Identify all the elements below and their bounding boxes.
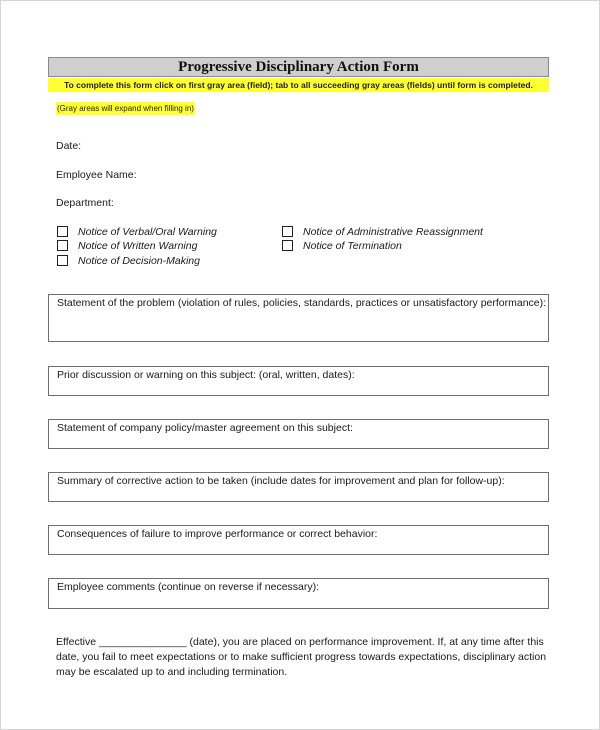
- section-label: Statement of company policy/master agreement on this subject:: [57, 422, 353, 434]
- notice-termination-option[interactable]: [282, 239, 402, 252]
- notice-administrative-reassignment-option[interactable]: [282, 225, 483, 238]
- date-field-label[interactable]: Date:: [56, 140, 82, 152]
- employee-comments-field[interactable]: [48, 578, 549, 609]
- instructions-banner: To complete this form click on first gray area (field); tab to all succeeding gray areas (fields) until form is completed.: [48, 78, 549, 92]
- notice-written-warning-option[interactable]: [57, 239, 197, 252]
- section-label: Employee comments (continue on reverse if necessary):: [57, 581, 320, 593]
- notice-label: Notice of Administrative Reassignment: [303, 225, 483, 238]
- consequences-field[interactable]: [48, 525, 549, 555]
- department-field-label[interactable]: Department:: [56, 197, 114, 209]
- checkbox[interactable]: [282, 240, 293, 251]
- checkbox[interactable]: [57, 240, 68, 251]
- checkbox[interactable]: [57, 226, 68, 237]
- notice-label: Notice of Verbal/Oral Warning: [78, 225, 217, 238]
- problem-statement-field[interactable]: [48, 294, 549, 342]
- section-label: Consequences of failure to improve performance or correct behavior:: [57, 528, 378, 540]
- notice-label: Notice of Written Warning: [78, 239, 198, 252]
- section-label: Statement of the problem (violation of rules, policies, standards, practices or unsatisfactory performance):: [57, 297, 547, 309]
- company-policy-field[interactable]: [48, 419, 549, 449]
- employee-name-field-label[interactable]: Employee Name:: [56, 169, 137, 181]
- notice-label: Notice of Termination: [303, 239, 402, 252]
- notice-decision-making-option[interactable]: [57, 254, 200, 267]
- effective-paragraph: [56, 635, 551, 680]
- effective-line: Effective _______________ (date), you are placed on performance improvement. If, at any time after this: [56, 636, 544, 648]
- effective-line: may be escalated up to and including termination.: [56, 666, 288, 678]
- notice-verbal-warning-option[interactable]: [57, 225, 217, 238]
- expand-note: (Gray areas will expand when filling in): [57, 104, 194, 113]
- form-title: Progressive Disciplinary Action Form: [48, 57, 549, 77]
- section-label: Prior discussion or warning on this subject: (oral, written, dates):: [57, 369, 355, 381]
- checkbox[interactable]: [282, 226, 293, 237]
- corrective-action-field[interactable]: [48, 472, 549, 502]
- checkbox[interactable]: [57, 255, 68, 266]
- prior-discussion-field[interactable]: [48, 366, 549, 396]
- notice-label: Notice of Decision-Making: [78, 254, 200, 267]
- section-label: Summary of corrective action to be taken (include dates for improvement and plan for follow-up):: [57, 475, 505, 487]
- effective-line: date, you fail to meet expectations or to make sufficient progress towards expectations, disciplinary action: [56, 651, 547, 663]
